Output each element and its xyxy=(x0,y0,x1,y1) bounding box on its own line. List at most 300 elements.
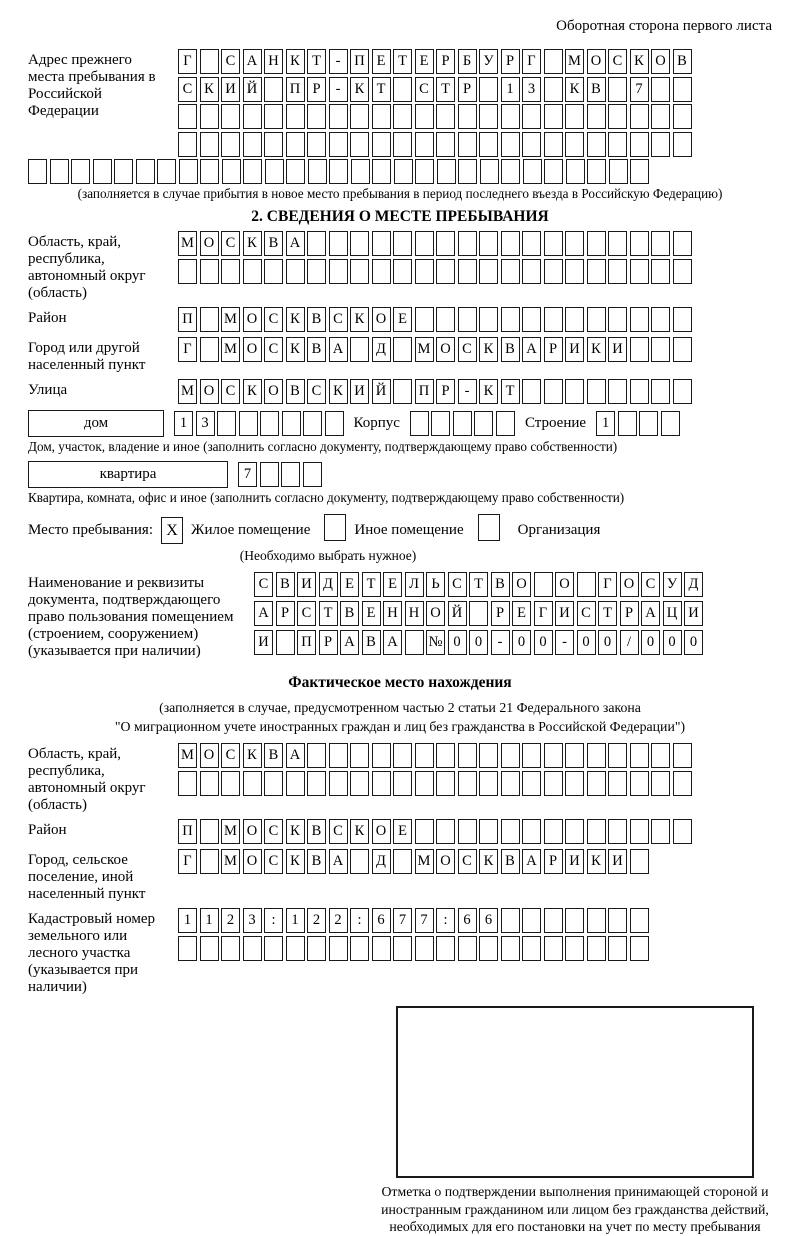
char-cell[interactable] xyxy=(178,132,197,157)
char-cell[interactable] xyxy=(415,231,434,256)
char-cell[interactable] xyxy=(453,411,472,436)
char-cell[interactable] xyxy=(501,231,520,256)
char-cell[interactable] xyxy=(307,771,326,796)
char-cell[interactable] xyxy=(608,132,627,157)
char-cell[interactable]: А xyxy=(522,849,541,874)
char-cell[interactable] xyxy=(587,819,606,844)
char-cell[interactable] xyxy=(458,307,477,332)
char-cell[interactable]: М xyxy=(221,307,240,332)
char-cell[interactable] xyxy=(587,936,606,961)
char-cell[interactable]: Т xyxy=(501,379,520,404)
char-cell[interactable] xyxy=(307,231,326,256)
char-cell[interactable] xyxy=(372,231,391,256)
char-cell[interactable]: 0 xyxy=(469,630,488,655)
char-cell[interactable]: Р xyxy=(436,379,455,404)
char-cell[interactable] xyxy=(630,771,649,796)
char-cell[interactable]: В xyxy=(491,572,510,597)
char-cell[interactable] xyxy=(243,771,262,796)
char-cell[interactable]: В xyxy=(587,77,606,102)
char-cell[interactable] xyxy=(587,379,606,404)
char-cell[interactable]: А xyxy=(329,849,348,874)
char-cell[interactable]: С xyxy=(307,379,326,404)
char-cell[interactable]: С xyxy=(297,601,316,626)
char-cell[interactable] xyxy=(178,259,197,284)
char-cell[interactable]: У xyxy=(479,49,498,74)
char-cell[interactable] xyxy=(587,231,606,256)
char-cell[interactable] xyxy=(307,743,326,768)
char-cell[interactable]: В xyxy=(501,337,520,362)
char-cell[interactable] xyxy=(264,77,283,102)
char-cell[interactable]: Г xyxy=(178,337,197,362)
char-cell[interactable] xyxy=(565,908,584,933)
char-cell[interactable] xyxy=(479,104,498,129)
char-cell[interactable] xyxy=(651,104,670,129)
char-cell[interactable] xyxy=(501,307,520,332)
char-cell[interactable] xyxy=(630,379,649,404)
char-cell[interactable]: Й xyxy=(243,77,262,102)
char-cell[interactable] xyxy=(651,771,670,796)
char-cell[interactable]: В xyxy=(501,849,520,874)
char-cell[interactable] xyxy=(479,936,498,961)
char-cell[interactable] xyxy=(329,259,348,284)
char-cell[interactable]: 7 xyxy=(238,462,257,487)
char-cell[interactable] xyxy=(350,231,369,256)
char-cell[interactable]: К xyxy=(286,819,305,844)
char-cell[interactable] xyxy=(264,259,283,284)
char-cell[interactable]: И xyxy=(350,379,369,404)
char-cell[interactable]: А xyxy=(286,231,305,256)
char-cell[interactable] xyxy=(673,819,692,844)
char-cell[interactable]: К xyxy=(286,337,305,362)
char-cell[interactable] xyxy=(673,743,692,768)
char-cell[interactable] xyxy=(501,159,520,184)
char-cell[interactable]: С xyxy=(577,601,596,626)
char-cell[interactable]: А xyxy=(243,49,262,74)
char-cell[interactable]: К xyxy=(479,379,498,404)
char-cell[interactable] xyxy=(523,159,542,184)
char-cell[interactable]: Р xyxy=(307,77,326,102)
char-cell[interactable] xyxy=(372,132,391,157)
char-cell[interactable]: Р xyxy=(620,601,639,626)
char-cell[interactable] xyxy=(522,104,541,129)
char-cell[interactable]: С xyxy=(221,743,240,768)
char-cell[interactable]: 1 xyxy=(501,77,520,102)
char-cell[interactable] xyxy=(307,259,326,284)
char-cell[interactable]: 7 xyxy=(415,908,434,933)
char-cell[interactable] xyxy=(608,936,627,961)
char-cell[interactable] xyxy=(243,159,262,184)
char-cell[interactable]: М xyxy=(178,743,197,768)
char-cell[interactable] xyxy=(565,819,584,844)
char-cell[interactable] xyxy=(544,936,563,961)
char-cell[interactable] xyxy=(200,307,219,332)
char-cell[interactable] xyxy=(544,259,563,284)
char-cell[interactable] xyxy=(393,849,412,874)
char-cell[interactable] xyxy=(587,132,606,157)
char-cell[interactable]: О xyxy=(200,743,219,768)
char-cell[interactable] xyxy=(372,104,391,129)
char-cell[interactable] xyxy=(350,936,369,961)
char-cell[interactable]: 2 xyxy=(329,908,348,933)
char-cell[interactable]: К xyxy=(286,849,305,874)
char-cell[interactable] xyxy=(673,231,692,256)
char-cell[interactable] xyxy=(474,411,493,436)
char-cell[interactable] xyxy=(436,259,455,284)
char-cell[interactable] xyxy=(393,259,412,284)
char-cell[interactable] xyxy=(565,936,584,961)
char-cell[interactable] xyxy=(415,159,434,184)
char-cell[interactable] xyxy=(350,849,369,874)
char-cell[interactable] xyxy=(496,411,515,436)
char-cell[interactable] xyxy=(544,908,563,933)
char-cell[interactable]: Е xyxy=(393,307,412,332)
char-cell[interactable]: / xyxy=(620,630,639,655)
char-cell[interactable] xyxy=(329,104,348,129)
char-cell[interactable]: А xyxy=(340,630,359,655)
char-cell[interactable]: X xyxy=(161,517,183,544)
char-cell[interactable]: Т xyxy=(436,77,455,102)
char-cell[interactable] xyxy=(394,159,413,184)
char-cell[interactable] xyxy=(673,259,692,284)
char-cell[interactable] xyxy=(286,132,305,157)
char-cell[interactable]: С xyxy=(264,307,283,332)
char-cell[interactable]: Б xyxy=(458,49,477,74)
char-cell[interactable]: Й xyxy=(448,601,467,626)
char-cell[interactable] xyxy=(630,259,649,284)
char-cell[interactable]: С xyxy=(608,49,627,74)
char-cell[interactable]: 6 xyxy=(458,908,477,933)
char-cell[interactable] xyxy=(350,132,369,157)
char-cell[interactable] xyxy=(630,307,649,332)
char-cell[interactable] xyxy=(436,771,455,796)
char-cell[interactable] xyxy=(501,743,520,768)
char-cell[interactable]: Д xyxy=(372,337,391,362)
char-cell[interactable]: В xyxy=(307,337,326,362)
char-cell[interactable] xyxy=(651,77,670,102)
char-cell[interactable]: О xyxy=(436,337,455,362)
char-cell[interactable]: И xyxy=(565,337,584,362)
char-cell[interactable]: О xyxy=(651,49,670,74)
char-cell[interactable]: Л xyxy=(405,572,424,597)
char-cell[interactable]: К xyxy=(565,77,584,102)
char-cell[interactable]: П xyxy=(415,379,434,404)
char-cell[interactable]: Т xyxy=(372,77,391,102)
char-cell[interactable]: М xyxy=(415,849,434,874)
char-cell[interactable]: К xyxy=(286,307,305,332)
char-cell[interactable]: - xyxy=(555,630,574,655)
char-cell[interactable]: М xyxy=(178,379,197,404)
char-cell[interactable]: Г xyxy=(178,849,197,874)
char-cell[interactable] xyxy=(458,771,477,796)
char-cell[interactable]: И xyxy=(565,849,584,874)
char-cell[interactable]: Й xyxy=(372,379,391,404)
char-cell[interactable]: М xyxy=(178,231,197,256)
char-cell[interactable] xyxy=(372,771,391,796)
char-cell[interactable] xyxy=(608,104,627,129)
char-cell[interactable] xyxy=(630,104,649,129)
char-cell[interactable] xyxy=(329,231,348,256)
char-cell[interactable]: К xyxy=(350,819,369,844)
char-cell[interactable]: В xyxy=(307,819,326,844)
char-cell[interactable] xyxy=(522,819,541,844)
char-cell[interactable] xyxy=(436,936,455,961)
char-cell[interactable] xyxy=(303,462,322,487)
char-cell[interactable] xyxy=(436,307,455,332)
char-cell[interactable]: И xyxy=(608,849,627,874)
char-cell[interactable] xyxy=(544,104,563,129)
char-cell[interactable]: Т xyxy=(307,49,326,74)
char-cell[interactable] xyxy=(350,337,369,362)
char-cell[interactable] xyxy=(410,411,429,436)
char-cell[interactable] xyxy=(281,462,300,487)
char-cell[interactable]: Е xyxy=(383,572,402,597)
char-cell[interactable]: К xyxy=(243,379,262,404)
char-cell[interactable] xyxy=(522,132,541,157)
char-cell[interactable]: С xyxy=(264,819,283,844)
char-cell[interactable]: О xyxy=(264,379,283,404)
char-cell[interactable] xyxy=(200,259,219,284)
char-cell[interactable] xyxy=(651,743,670,768)
char-cell[interactable] xyxy=(28,159,47,184)
char-cell[interactable]: А xyxy=(522,337,541,362)
char-cell[interactable]: Е xyxy=(340,572,359,597)
char-cell[interactable] xyxy=(479,231,498,256)
char-cell[interactable]: Г xyxy=(178,49,197,74)
char-cell[interactable] xyxy=(415,936,434,961)
char-cell[interactable] xyxy=(522,743,541,768)
char-cell[interactable]: 7 xyxy=(630,77,649,102)
char-cell[interactable] xyxy=(577,572,596,597)
char-cell[interactable] xyxy=(478,514,500,541)
char-cell[interactable]: Н xyxy=(405,601,424,626)
char-cell[interactable]: Р xyxy=(436,49,455,74)
char-cell[interactable] xyxy=(221,771,240,796)
char-cell[interactable]: № xyxy=(426,630,445,655)
char-cell[interactable]: 2 xyxy=(307,908,326,933)
char-cell[interactable] xyxy=(265,159,284,184)
char-cell[interactable] xyxy=(307,936,326,961)
char-cell[interactable] xyxy=(431,411,450,436)
char-cell[interactable] xyxy=(276,630,295,655)
char-cell[interactable] xyxy=(260,462,279,487)
char-cell[interactable] xyxy=(286,259,305,284)
char-cell[interactable] xyxy=(544,77,563,102)
char-cell[interactable] xyxy=(630,849,649,874)
char-cell[interactable]: А xyxy=(383,630,402,655)
char-cell[interactable] xyxy=(221,132,240,157)
char-cell[interactable] xyxy=(522,307,541,332)
char-cell[interactable] xyxy=(264,936,283,961)
char-cell[interactable] xyxy=(651,819,670,844)
char-cell[interactable]: 0 xyxy=(577,630,596,655)
char-cell[interactable] xyxy=(565,104,584,129)
char-cell[interactable] xyxy=(393,104,412,129)
char-cell[interactable] xyxy=(200,49,219,74)
char-cell[interactable] xyxy=(458,819,477,844)
char-cell[interactable] xyxy=(350,771,369,796)
char-cell[interactable]: Е xyxy=(362,601,381,626)
char-cell[interactable] xyxy=(479,771,498,796)
char-cell[interactable]: 3 xyxy=(196,411,215,436)
char-cell[interactable]: О xyxy=(372,819,391,844)
char-cell[interactable] xyxy=(544,132,563,157)
char-cell[interactable] xyxy=(480,159,499,184)
char-cell[interactable] xyxy=(587,743,606,768)
char-cell[interactable]: Ь xyxy=(426,572,445,597)
char-cell[interactable]: 6 xyxy=(479,908,498,933)
char-cell[interactable] xyxy=(286,159,305,184)
char-cell[interactable] xyxy=(415,771,434,796)
char-cell[interactable] xyxy=(436,819,455,844)
char-cell[interactable] xyxy=(436,132,455,157)
char-cell[interactable]: С xyxy=(178,77,197,102)
char-cell[interactable] xyxy=(436,104,455,129)
char-cell[interactable]: С xyxy=(264,849,283,874)
char-cell[interactable] xyxy=(608,259,627,284)
char-cell[interactable]: И xyxy=(608,337,627,362)
char-cell[interactable]: 0 xyxy=(663,630,682,655)
char-cell[interactable]: С xyxy=(221,231,240,256)
char-cell[interactable] xyxy=(436,231,455,256)
char-cell[interactable] xyxy=(608,307,627,332)
char-cell[interactable] xyxy=(350,104,369,129)
char-cell[interactable] xyxy=(260,411,279,436)
char-cell[interactable]: К xyxy=(587,337,606,362)
char-cell[interactable] xyxy=(325,411,344,436)
char-cell[interactable] xyxy=(264,132,283,157)
char-cell[interactable] xyxy=(522,231,541,256)
char-cell[interactable] xyxy=(350,743,369,768)
char-cell[interactable] xyxy=(469,601,488,626)
char-cell[interactable]: С xyxy=(221,379,240,404)
char-cell[interactable] xyxy=(393,743,412,768)
char-cell[interactable]: Н xyxy=(264,49,283,74)
char-cell[interactable] xyxy=(608,77,627,102)
char-cell[interactable] xyxy=(307,132,326,157)
char-cell[interactable]: И xyxy=(684,601,703,626)
char-cell[interactable] xyxy=(565,259,584,284)
char-cell[interactable] xyxy=(479,132,498,157)
char-cell[interactable] xyxy=(565,743,584,768)
char-cell[interactable] xyxy=(136,159,155,184)
char-cell[interactable]: Ц xyxy=(663,601,682,626)
char-cell[interactable] xyxy=(393,231,412,256)
char-cell[interactable]: К xyxy=(286,49,305,74)
char-cell[interactable] xyxy=(415,259,434,284)
char-cell[interactable] xyxy=(329,743,348,768)
char-cell[interactable] xyxy=(651,231,670,256)
char-cell[interactable]: Т xyxy=(393,49,412,74)
char-cell[interactable] xyxy=(324,514,346,541)
char-cell[interactable]: О xyxy=(243,307,262,332)
char-cell[interactable]: 0 xyxy=(684,630,703,655)
char-cell[interactable] xyxy=(286,936,305,961)
char-cell[interactable] xyxy=(415,819,434,844)
char-cell[interactable]: : xyxy=(264,908,283,933)
char-cell[interactable]: К xyxy=(479,337,498,362)
char-cell[interactable] xyxy=(351,159,370,184)
char-cell[interactable] xyxy=(630,819,649,844)
char-cell[interactable] xyxy=(544,771,563,796)
char-cell[interactable]: Т xyxy=(362,572,381,597)
char-cell[interactable] xyxy=(501,771,520,796)
char-cell[interactable] xyxy=(651,259,670,284)
char-cell[interactable]: 6 xyxy=(372,908,391,933)
char-cell[interactable] xyxy=(458,104,477,129)
char-cell[interactable] xyxy=(329,936,348,961)
char-cell[interactable]: 1 xyxy=(178,908,197,933)
char-cell[interactable] xyxy=(178,104,197,129)
char-cell[interactable]: В xyxy=(264,231,283,256)
char-cell[interactable]: А xyxy=(329,337,348,362)
char-cell[interactable] xyxy=(609,159,628,184)
char-cell[interactable] xyxy=(329,159,348,184)
char-cell[interactable] xyxy=(630,132,649,157)
char-cell[interactable] xyxy=(243,936,262,961)
char-cell[interactable]: М xyxy=(221,849,240,874)
char-cell[interactable] xyxy=(71,159,90,184)
char-cell[interactable]: Р xyxy=(458,77,477,102)
char-cell[interactable] xyxy=(436,743,455,768)
char-cell[interactable]: С xyxy=(329,819,348,844)
char-cell[interactable]: С xyxy=(458,849,477,874)
char-cell[interactable]: В xyxy=(362,630,381,655)
char-cell[interactable]: Д xyxy=(684,572,703,597)
char-cell[interactable]: 0 xyxy=(448,630,467,655)
char-cell[interactable] xyxy=(221,259,240,284)
char-cell[interactable]: О xyxy=(436,849,455,874)
char-cell[interactable]: Р xyxy=(544,849,563,874)
char-cell[interactable]: К xyxy=(329,379,348,404)
char-cell[interactable] xyxy=(200,771,219,796)
char-cell[interactable] xyxy=(239,411,258,436)
char-cell[interactable]: О xyxy=(372,307,391,332)
char-cell[interactable] xyxy=(534,572,553,597)
char-cell[interactable]: О xyxy=(243,849,262,874)
char-cell[interactable] xyxy=(651,379,670,404)
char-cell[interactable]: - xyxy=(458,379,477,404)
char-cell[interactable] xyxy=(200,849,219,874)
char-cell[interactable]: 3 xyxy=(243,908,262,933)
char-cell[interactable]: О xyxy=(620,572,639,597)
char-cell[interactable]: У xyxy=(663,572,682,597)
char-cell[interactable] xyxy=(286,104,305,129)
char-cell[interactable] xyxy=(522,379,541,404)
char-cell[interactable]: С xyxy=(254,572,273,597)
char-cell[interactable] xyxy=(630,743,649,768)
char-cell[interactable]: 1 xyxy=(200,908,219,933)
char-cell[interactable]: П xyxy=(178,819,197,844)
char-cell[interactable] xyxy=(458,743,477,768)
char-cell[interactable]: А xyxy=(641,601,660,626)
char-cell[interactable]: Н xyxy=(383,601,402,626)
char-cell[interactable] xyxy=(565,379,584,404)
char-cell[interactable] xyxy=(673,77,692,102)
char-cell[interactable]: О xyxy=(555,572,574,597)
char-cell[interactable] xyxy=(179,159,198,184)
char-cell[interactable] xyxy=(458,936,477,961)
char-cell[interactable]: - xyxy=(491,630,510,655)
char-cell[interactable]: Г xyxy=(598,572,617,597)
char-cell[interactable]: О xyxy=(426,601,445,626)
char-cell[interactable]: : xyxy=(436,908,455,933)
char-cell[interactable]: В xyxy=(340,601,359,626)
char-cell[interactable] xyxy=(200,159,219,184)
char-cell[interactable]: И xyxy=(254,630,273,655)
char-cell[interactable]: 2 xyxy=(221,908,240,933)
char-cell[interactable]: Е xyxy=(415,49,434,74)
char-cell[interactable]: К xyxy=(479,849,498,874)
